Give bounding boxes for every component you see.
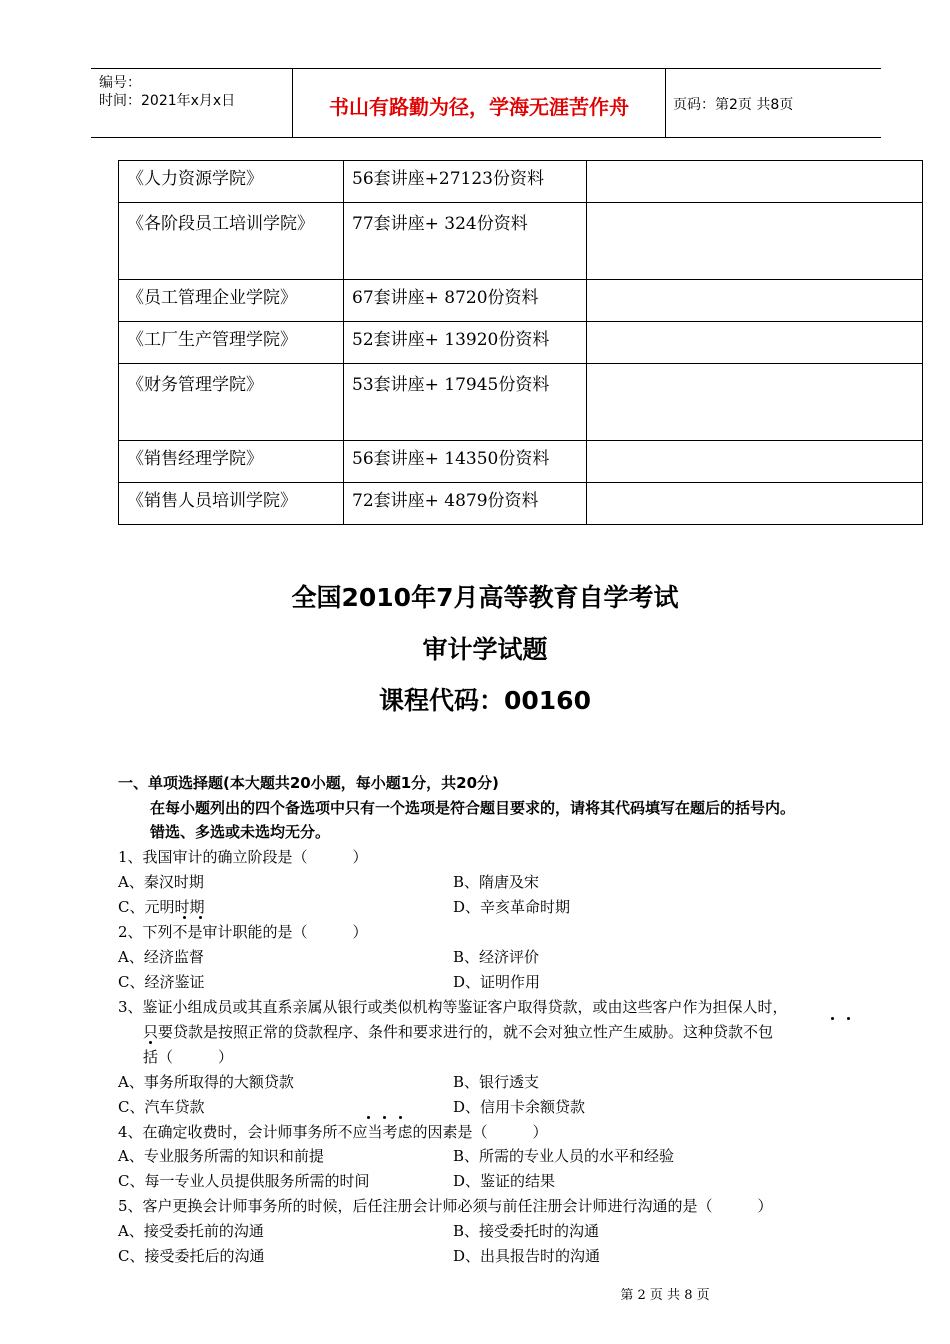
resource-table: [118, 160, 923, 525]
emphasis-dot: [199, 916, 202, 919]
table-row: [119, 203, 923, 280]
header-meta-cell: [91, 69, 292, 137]
course-code: 课程代码：00160: [379, 686, 591, 715]
question-stem: 3、鉴证小组成员或其直系亲属从银行或类似机构等鉴证客户取得贷款，或由这些客户作为担保人时，: [118, 998, 788, 1016]
option-b: B、经济评价: [453, 948, 540, 966]
table-cell-extra: [587, 483, 923, 525]
option-c: C、每一专业人员提供服务所需的时间: [118, 1172, 370, 1190]
serial-label: 编号：: [99, 75, 141, 91]
option-c: C、元明时期: [118, 898, 205, 916]
table-cell-name: 《销售人员培训学院》: [119, 483, 344, 525]
exam-title: 全国2010年7月高等教育自学考试: [291, 583, 679, 612]
page-footer: 第 2 页 共 8 页: [620, 1288, 710, 1303]
option-a: A、专业服务所需的知识和前提: [118, 1147, 324, 1165]
option-a: A、接受委托前的沟通: [118, 1222, 264, 1240]
option-d: D、信用卡余额贷款: [453, 1098, 586, 1116]
section-instruction: 在每小题列出的四个备选项中只有一个选项是符合题目要求的，请将其代码填写在题后的括号内。: [150, 799, 796, 817]
table-cell-extra: [587, 161, 923, 203]
option-c: C、汽车贷款: [118, 1098, 205, 1116]
question-stem: 4、在确定收费时，会计师事务所不应当考虑的因素是（ ）: [118, 1123, 548, 1141]
table-cell-name: 《财务管理学院》: [119, 364, 344, 441]
option-d: D、辛亥革命时期: [453, 898, 571, 916]
table-cell-desc: 67套讲座+ 8720份资料: [344, 280, 587, 322]
emphasis-dot: [847, 1017, 850, 1020]
emphasis-dot: [183, 916, 186, 919]
page-header: [91, 68, 881, 138]
option-b: B、银行透支: [453, 1073, 540, 1091]
emphasis-dot: [383, 1116, 386, 1119]
table-cell-desc: 56套讲座+27123份资料: [344, 161, 587, 203]
section-heading: 一、单项选择题(本大题共20小题，每小题1分，共20分): [118, 774, 499, 792]
emphasis-dot: [399, 1116, 402, 1119]
question-stem-continued: 只要贷款是按照正常的贷款程序、条件和要求进行的，就不会对独立性产生威胁。这种贷款不包: [143, 1023, 774, 1041]
table-cell-name: 《人力资源学院》: [119, 161, 344, 203]
option-a: A、秦汉时期: [118, 873, 204, 891]
emphasis-dot: [831, 1017, 834, 1020]
header-motto-cell: [292, 69, 666, 137]
option-d: D、出具报告时的沟通: [453, 1247, 601, 1265]
table-cell-name: 《工厂生产管理学院》: [119, 322, 344, 364]
question-stem: 1、我国审计的确立阶段是（ ）: [118, 848, 368, 866]
emphasis-dot: [367, 1116, 370, 1119]
table-cell-extra: [587, 322, 923, 364]
option-b: B、隋唐及宋: [453, 873, 540, 891]
section-instruction: 错选、多选或未选均无分。: [150, 823, 331, 841]
emphasis-dot: [149, 1041, 152, 1044]
table-cell-desc: 77套讲座+ 324份资料: [344, 203, 587, 280]
option-d: D、鉴证的结果: [453, 1172, 556, 1190]
motto: 书山有路勤为径，学海无涯苦作舟: [329, 95, 629, 119]
table-row: [119, 322, 923, 364]
table-cell-name: 《员工管理企业学院》: [119, 280, 344, 322]
table-cell-desc: 56套讲座+ 14350份资料: [344, 441, 587, 483]
question-stem-continued: 括（ ）: [143, 1048, 234, 1066]
table-row: [119, 161, 923, 203]
table-cell-desc: 72套讲座+ 4879份资料: [344, 483, 587, 525]
table-cell-extra: [587, 203, 923, 280]
table-cell-extra: [587, 364, 923, 441]
option-c: C、经济鉴证: [118, 973, 205, 991]
table-cell-desc: 53套讲座+ 17945份资料: [344, 364, 587, 441]
question-stem: 5、客户更换会计师事务所的时候，后任注册会计师必须与前任注册会计师进行沟通的是（ ）: [118, 1197, 773, 1215]
header-page-cell: [665, 69, 881, 137]
table-row: [119, 280, 923, 322]
option-a: A、经济监督: [118, 948, 204, 966]
table-cell-name: 《各阶段员工培训学院》: [119, 203, 344, 280]
table-cell-extra: [587, 441, 923, 483]
table-cell-name: 《销售经理学院》: [119, 441, 344, 483]
table-row: [119, 364, 923, 441]
option-a: A、事务所取得的大额贷款: [118, 1073, 294, 1091]
table-cell-desc: 52套讲座+ 13920份资料: [344, 322, 587, 364]
option-c: C、接受委托后的沟通: [118, 1247, 265, 1265]
option-d: D、证明作用: [453, 973, 541, 991]
option-b: B、接受委托时的沟通: [453, 1222, 600, 1240]
table-row: [119, 441, 923, 483]
table-cell-extra: [587, 280, 923, 322]
option-b: B、所需的专业人员的水平和经验: [453, 1147, 675, 1165]
subject-title: 审计学试题: [422, 635, 548, 664]
table-row: [119, 483, 923, 525]
time-label: 时间：2021年x月x日: [99, 93, 236, 109]
question-stem: 2、下列不是审计职能的是（ ）: [118, 923, 368, 941]
page-number-label: 页码：第2页 共8页: [673, 97, 794, 113]
